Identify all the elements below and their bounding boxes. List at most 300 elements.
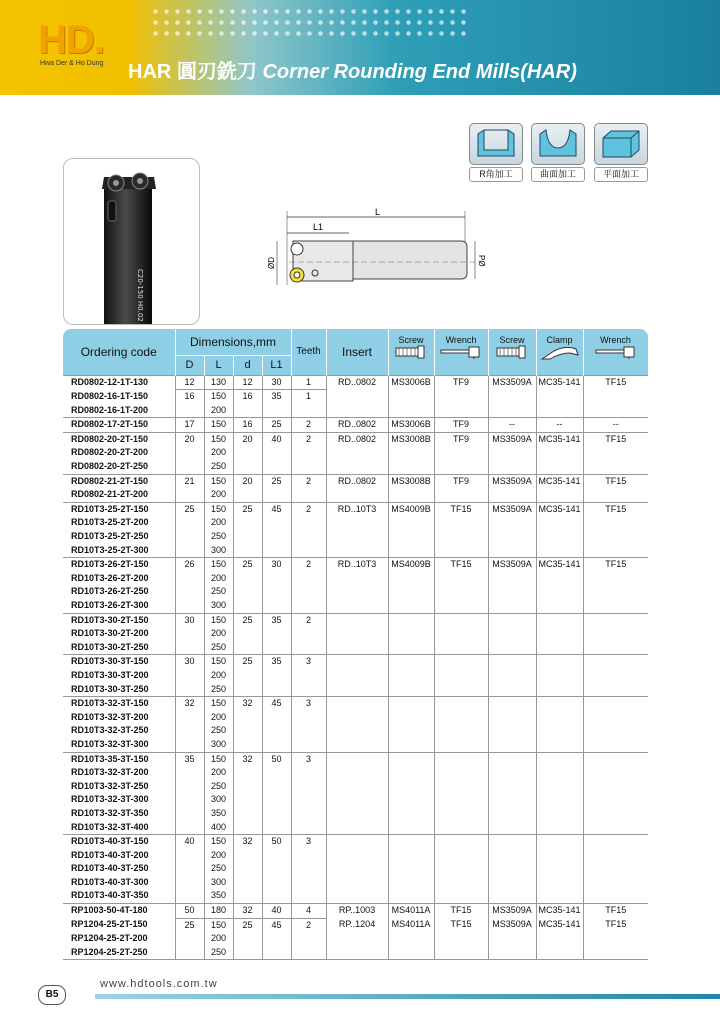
cell-L1 (262, 793, 291, 807)
table-row (63, 889, 648, 903)
cell-D: 32 (175, 697, 204, 711)
cell-wrench (434, 752, 488, 766)
cell-d: 20 (233, 474, 262, 488)
table-body (63, 375, 648, 960)
header-ordering-code: Ordering code (63, 329, 175, 375)
cell-L1: 40 (262, 904, 291, 919)
cell-L: 150 (204, 474, 233, 488)
cell-insert (326, 780, 388, 794)
cell-L1 (262, 946, 291, 960)
cell-L1: 30 (262, 375, 291, 390)
cell-insert: RD..0802 (326, 474, 388, 488)
cell-d: 12 (233, 375, 262, 390)
cell-screw (388, 793, 434, 807)
cell-screw2 (488, 807, 536, 821)
cell-L1 (262, 669, 291, 683)
cell-screw2 (488, 641, 536, 655)
cell-L: 200 (204, 711, 233, 725)
cell-D: 21 (175, 474, 204, 488)
cell-clamp: MC35-141 (536, 375, 583, 390)
cell-code: RD10T3-40-3T-350 (71, 890, 149, 901)
cell-clamp (536, 849, 583, 863)
cell-wrench (434, 585, 488, 599)
cell-teeth: 2 (291, 474, 326, 488)
cell-wrench2 (583, 488, 648, 502)
cell-wrench2 (583, 821, 648, 835)
cell-teeth (291, 889, 326, 903)
cell-L: 150 (204, 655, 233, 669)
cell-L1 (262, 460, 291, 474)
cell-wrench2 (583, 669, 648, 683)
cell-insert (326, 655, 388, 669)
cell-screw2: MS3509A (488, 558, 536, 572)
cell-L1: 45 (262, 502, 291, 516)
cell-wrench2 (583, 627, 648, 641)
cell-wrench2 (583, 572, 648, 586)
title-chinese: 圓刃銑刀 (176, 61, 257, 83)
cell-clamp (536, 766, 583, 780)
face-machining-icon (594, 123, 648, 165)
header-clamp (536, 329, 583, 375)
cell-clamp (536, 835, 583, 849)
cell-D (175, 711, 204, 725)
cell-L: 250 (204, 641, 233, 655)
cell-L1: 50 (262, 835, 291, 849)
cell-d (233, 849, 262, 863)
cell-screw2 (488, 585, 536, 599)
cell-wrench (434, 627, 488, 641)
cell-d (233, 724, 262, 738)
cell-clamp (536, 724, 583, 738)
table-row (63, 516, 648, 530)
cell-d (233, 599, 262, 613)
cell-L: 400 (204, 821, 233, 835)
cell-wrench (434, 849, 488, 863)
cell-d (233, 627, 262, 641)
cell-wrench: TF15 (434, 502, 488, 516)
cell-code: RD10T3-35-3T-150 (63, 752, 175, 766)
table-row (63, 932, 648, 946)
cell-screw (388, 446, 434, 460)
cell-d (233, 488, 262, 502)
clamp-label: Clamp (546, 335, 573, 345)
cell-L1: 50 (262, 752, 291, 766)
icon-label: 曲面加工 (531, 167, 585, 182)
table-row (63, 738, 648, 752)
cell-wrench2 (583, 655, 648, 669)
cell-clamp (536, 544, 583, 558)
cell-screw2: MS3509A (488, 502, 536, 516)
cell-insert (326, 390, 388, 404)
cell-wrench (434, 724, 488, 738)
cell-teeth: 2 (291, 558, 326, 572)
cell-teeth (291, 544, 326, 558)
cell-L: 250 (204, 724, 233, 738)
cell-teeth (291, 488, 326, 502)
cell-insert (326, 889, 388, 903)
cell-L1 (262, 530, 291, 544)
cell-d (233, 572, 262, 586)
cell-insert: RD..10T3 (326, 558, 388, 572)
cell-L1 (262, 516, 291, 530)
cell-wrench: TF9 (434, 418, 488, 433)
cell-wrench (434, 390, 488, 404)
cell-screw2 (488, 544, 536, 558)
cell-wrench (434, 780, 488, 794)
cell-code: RD10T3-40-3T-150 (63, 835, 175, 849)
cell-L: 200 (204, 488, 233, 502)
cell-insert (326, 460, 388, 474)
cell-d: 25 (233, 558, 262, 572)
cell-clamp (536, 627, 583, 641)
cell-clamp: MC35-141 (536, 474, 583, 488)
icon-surface-machining (531, 123, 585, 182)
cell-wrench2 (583, 766, 648, 780)
cell-L: 300 (204, 544, 233, 558)
cell-code: RD10T3-32-3T-300 (71, 794, 149, 805)
cell-code: RD10T3-32-3T-200 (71, 767, 149, 778)
cell-L1 (262, 889, 291, 903)
cell-code: RD0802-20-2T-200 (71, 447, 149, 458)
cell-D (175, 627, 204, 641)
cell-wrench2 (583, 404, 648, 418)
cell-code: RD10T3-26-2T-150 (63, 558, 175, 572)
cell-teeth (291, 599, 326, 613)
cell-L1: 45 (262, 697, 291, 711)
cell-wrench2 (583, 683, 648, 697)
cell-teeth: 3 (291, 697, 326, 711)
cell-wrench (434, 711, 488, 725)
cell-clamp (536, 932, 583, 946)
cell-insert: RD..0802 (326, 418, 388, 433)
cell-L: 350 (204, 889, 233, 903)
cell-code: RD10T3-30-3T-150 (63, 655, 175, 669)
cell-screw2: MS3509A (488, 375, 536, 390)
cell-screw: MS3008B (388, 474, 434, 488)
cell-wrench2 (583, 793, 648, 807)
cell-screw2: -- (488, 418, 536, 433)
cell-wrench (434, 599, 488, 613)
cell-D (175, 572, 204, 586)
cell-wrench2: TF15 (583, 474, 648, 488)
cell-teeth: 2 (291, 918, 326, 932)
cell-screw (388, 613, 434, 627)
cell-L1 (262, 404, 291, 418)
screw-2-icon (495, 345, 529, 359)
table-row (63, 697, 648, 711)
cell-clamp (536, 488, 583, 502)
table-row (63, 641, 648, 655)
cell-wrench2 (583, 835, 648, 849)
table-row (63, 669, 648, 683)
cell-screw (388, 516, 434, 530)
cell-teeth (291, 641, 326, 655)
cell-screw2 (488, 683, 536, 697)
cell-D: 12 (175, 375, 204, 390)
cell-teeth (291, 766, 326, 780)
cell-screw (388, 932, 434, 946)
cell-code: RD10T3-40-3T-250 (71, 863, 149, 874)
cell-teeth (291, 780, 326, 794)
cell-d (233, 876, 262, 890)
cell-D (175, 862, 204, 876)
page-number: B5 (38, 985, 66, 1005)
cell-wrench2 (583, 544, 648, 558)
table-row (63, 711, 648, 725)
cell-D (175, 516, 204, 530)
cell-screw2 (488, 669, 536, 683)
cell-screw2 (488, 572, 536, 586)
cell-L1 (262, 446, 291, 460)
cell-D: 30 (175, 655, 204, 669)
cell-teeth (291, 572, 326, 586)
cell-d (233, 641, 262, 655)
cell-teeth (291, 793, 326, 807)
cell-screw (388, 683, 434, 697)
cell-L1: 30 (262, 558, 291, 572)
cell-D: 17 (175, 418, 204, 433)
table-row (63, 835, 648, 849)
cell-screw2 (488, 613, 536, 627)
cell-L: 150 (204, 558, 233, 572)
cell-D (175, 724, 204, 738)
cell-wrench2 (583, 390, 648, 404)
cell-screw (388, 752, 434, 766)
cell-L: 250 (204, 862, 233, 876)
product-photo (63, 158, 200, 325)
table-row (63, 752, 648, 766)
cell-D (175, 641, 204, 655)
cell-L1 (262, 724, 291, 738)
cell-D (175, 683, 204, 697)
cell-wrench (434, 766, 488, 780)
cell-L: 150 (204, 918, 233, 932)
cell-L: 250 (204, 780, 233, 794)
table-row (63, 613, 648, 627)
cell-screw (388, 780, 434, 794)
cell-L1 (262, 766, 291, 780)
cell-L1 (262, 876, 291, 890)
table-row (63, 488, 648, 502)
cell-screw (388, 849, 434, 863)
cell-teeth: 4 (291, 904, 326, 919)
cell-L1: 35 (262, 613, 291, 627)
cell-clamp (536, 585, 583, 599)
cell-L: 200 (204, 627, 233, 641)
cell-D: 16 (175, 390, 204, 404)
cell-d (233, 711, 262, 725)
table-row (63, 404, 648, 418)
cell-d: 25 (233, 655, 262, 669)
cell-code: RD10T3-40-3T-200 (71, 849, 149, 860)
cell-wrench (434, 889, 488, 903)
cell-D (175, 669, 204, 683)
cell-screw2: MS3509A (488, 432, 536, 446)
cell-L: 200 (204, 849, 233, 863)
cell-code: RP1003-50-4T-180 (63, 904, 175, 919)
cell-insert (326, 488, 388, 502)
cell-d (233, 544, 262, 558)
cell-insert (326, 835, 388, 849)
cell-L: 150 (204, 390, 233, 404)
cell-wrench2 (583, 738, 648, 752)
table-row (63, 724, 648, 738)
cell-code: RP1204-25-2T-200 (71, 933, 148, 944)
cell-teeth (291, 404, 326, 418)
cell-screw2 (488, 932, 536, 946)
cell-wrench (434, 738, 488, 752)
cell-screw (388, 572, 434, 586)
cell-screw2 (488, 835, 536, 849)
cell-d: 25 (233, 502, 262, 516)
cell-D: 25 (175, 502, 204, 516)
header-d: d (233, 355, 262, 375)
cell-wrench2 (583, 889, 648, 903)
cell-screw2 (488, 946, 536, 960)
cell-insert (326, 627, 388, 641)
cell-insert (326, 862, 388, 876)
cell-clamp (536, 697, 583, 711)
cell-screw (388, 862, 434, 876)
cell-insert (326, 932, 388, 946)
cell-wrench (434, 946, 488, 960)
screw-2-label: Screw (499, 335, 525, 345)
cell-code: RD0802-20-2T-150 (63, 432, 175, 446)
cell-d: 32 (233, 697, 262, 711)
cell-clamp: -- (536, 418, 583, 433)
cell-screw2 (488, 655, 536, 669)
cell-L1 (262, 849, 291, 863)
cell-code: RD0802-16-1T-200 (71, 404, 149, 415)
cell-wrench: TF15 (434, 904, 488, 919)
cell-screw2 (488, 724, 536, 738)
cell-wrench2 (583, 446, 648, 460)
cell-screw2 (488, 390, 536, 404)
table-row (63, 432, 648, 446)
cell-wrench (434, 862, 488, 876)
cell-clamp: MC35-141 (536, 918, 583, 932)
cell-L: 150 (204, 432, 233, 446)
cell-screw2 (488, 516, 536, 530)
cell-screw (388, 641, 434, 655)
cell-wrench (434, 516, 488, 530)
cell-d (233, 585, 262, 599)
cell-code: RD10T3-30-2T-150 (63, 613, 175, 627)
cell-d: 16 (233, 418, 262, 433)
cell-code: RD10T3-26-2T-200 (71, 572, 149, 583)
surface-machining-icon (531, 123, 585, 165)
cell-d: 25 (233, 918, 262, 932)
cell-wrench2 (583, 876, 648, 890)
cell-wrench (434, 572, 488, 586)
cell-teeth: 3 (291, 835, 326, 849)
cell-screw2 (488, 821, 536, 835)
cell-code: RD10T3-25-2T-150 (63, 502, 175, 516)
cell-insert (326, 793, 388, 807)
cell-code: RD10T3-32-3T-250 (71, 725, 149, 736)
cell-wrench (434, 446, 488, 460)
cell-d (233, 460, 262, 474)
cell-insert (326, 821, 388, 835)
cell-wrench2: TF15 (583, 904, 648, 919)
dim-D: ØD (267, 257, 276, 269)
cell-d (233, 780, 262, 794)
cell-d: 32 (233, 904, 262, 919)
header-L: L (204, 355, 233, 375)
cell-teeth (291, 711, 326, 725)
cell-teeth: 1 (291, 390, 326, 404)
cell-wrench2 (583, 516, 648, 530)
cell-wrench: TF9 (434, 432, 488, 446)
cell-insert (326, 697, 388, 711)
cell-code: RD10T3-25-2T-200 (71, 517, 149, 528)
cell-teeth (291, 460, 326, 474)
cell-L1: 35 (262, 655, 291, 669)
cell-wrench (434, 404, 488, 418)
cell-wrench: TF9 (434, 375, 488, 390)
cell-insert (326, 669, 388, 683)
cell-screw2 (488, 404, 536, 418)
cell-insert: RP..1003 (326, 904, 388, 919)
cell-clamp (536, 821, 583, 835)
cell-D (175, 821, 204, 835)
cell-L: 200 (204, 669, 233, 683)
cell-clamp (536, 613, 583, 627)
cell-insert (326, 599, 388, 613)
cell-screw (388, 835, 434, 849)
cell-clamp (536, 780, 583, 794)
cell-insert (326, 724, 388, 738)
cell-clamp (536, 683, 583, 697)
cell-clamp (536, 516, 583, 530)
cell-screw2 (488, 446, 536, 460)
cell-screw2 (488, 889, 536, 903)
icon-face-machining (594, 123, 648, 182)
cell-screw: MS4009B (388, 502, 434, 516)
cell-wrench2 (583, 946, 648, 960)
cell-L: 130 (204, 375, 233, 390)
cell-wrench2 (583, 585, 648, 599)
cell-screw (388, 946, 434, 960)
cell-clamp (536, 862, 583, 876)
cell-clamp (536, 460, 583, 474)
cell-wrench (434, 530, 488, 544)
cell-clamp (536, 752, 583, 766)
cell-D: 20 (175, 432, 204, 446)
icon-label: 平面加工 (594, 167, 648, 182)
cell-teeth (291, 516, 326, 530)
cell-insert (326, 572, 388, 586)
cell-clamp (536, 807, 583, 821)
cell-screw2: MS3509A (488, 904, 536, 919)
cell-D: 30 (175, 613, 204, 627)
cell-code: RD10T3-32-3T-400 (71, 821, 149, 832)
cell-screw: MS3006B (388, 418, 434, 433)
table-row (63, 460, 648, 474)
cell-wrench (434, 544, 488, 558)
cell-wrench2 (583, 641, 648, 655)
cell-screw: MS3006B (388, 375, 434, 390)
cell-wrench2 (583, 613, 648, 627)
cell-L1: 35 (262, 390, 291, 404)
cell-code: RD0802-16-1T-150 (71, 390, 149, 401)
cell-wrench (434, 613, 488, 627)
cell-L: 150 (204, 697, 233, 711)
cell-screw (388, 488, 434, 502)
cell-L1 (262, 738, 291, 752)
cell-L: 250 (204, 530, 233, 544)
cell-wrench2: TF15 (583, 918, 648, 932)
